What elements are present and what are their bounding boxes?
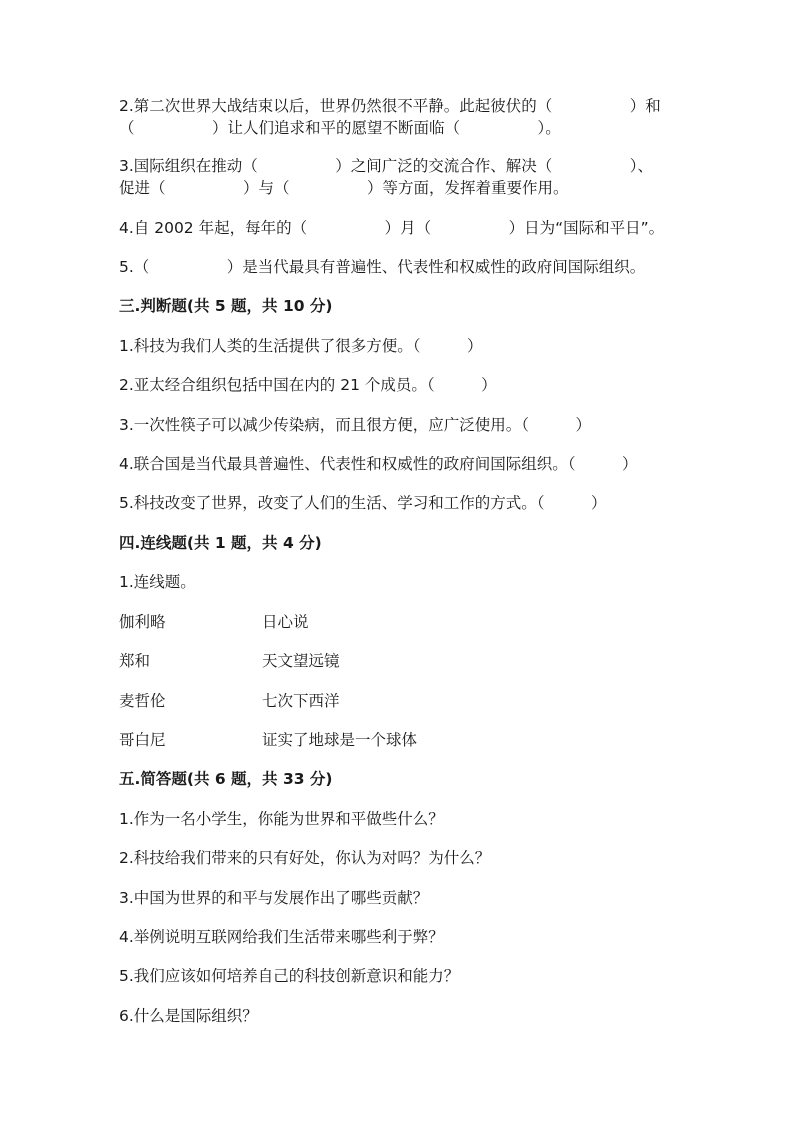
fill-blank-q3-line1: 3.国际组织在推动（ ）之间广泛的交流合作、解决（ ）、 [119, 157, 654, 175]
matching-left-item: 哥白尼 [119, 731, 166, 749]
fill-blank-q2-line1: 2.第二次世界大战结束以后，世界仍然很不平静。此起彼伏的（ ）和 [119, 97, 661, 115]
short-answer-heading: 五.简答题(共 6 题，共 33 分) [119, 770, 333, 788]
matching-question: 1.连线题。 [119, 573, 196, 591]
short-answer-item: 1.作为一名小学生，你能为世界和平做些什么？ [119, 810, 444, 828]
judge-item: 1.科技为我们人类的生活提供了很多方便。（ ） [119, 337, 483, 355]
judge-item: 2.亚太经合组织包括中国在内的 21 个成员。（ ） [119, 376, 497, 394]
short-answer-item: 6.什么是国际组织？ [119, 1007, 258, 1025]
matching-left-item: 郑和 [119, 652, 151, 670]
short-answer-item: 4.举例说明互联网给我们生活带来哪些利于弊？ [119, 928, 444, 946]
judge-item: 3.一次性筷子可以减少传染病，而且很方便，应广泛使用。（ ） [119, 416, 592, 434]
judge-item: 5.科技改变了世界，改变了人们的生活、学习和工作的方式。（ ） [119, 494, 607, 512]
short-answer-item: 5.我们应该如何培养自己的科技创新意识和能力？ [119, 967, 460, 985]
short-answer-item: 2.科技给我们带来的只有好处，你认为对吗？为什么？ [119, 849, 491, 867]
judge-item: 4.联合国是当代最具普遍性、代表性和权威性的政府间国际组织。（ ） [119, 455, 638, 473]
matching-right-item: 日心说 [262, 613, 309, 631]
fill-blank-q3-line2: 促进（ ）与（ ）等方面，发挥着重要作用。 [119, 179, 569, 197]
matching-right-item: 七次下西洋 [262, 692, 340, 710]
matching-left-item: 伽利略 [119, 613, 166, 631]
short-answer-item: 3.中国为世界的和平与发展作出了哪些贡献？ [119, 889, 429, 907]
fill-blank-q5: 5.（ ）是当代最具有普遍性、代表性和权威性的政府间国际组织。 [119, 258, 646, 276]
matching-right-item: 证实了地球是一个球体 [262, 731, 418, 749]
matching-heading: 四.连线题(共 1 题，共 4 分) [119, 534, 322, 552]
judge-heading: 三.判断题(共 5 题，共 10 分) [119, 297, 333, 315]
matching-left-item: 麦哲伦 [119, 692, 166, 710]
fill-blank-q2-line2: （ ）让人们追求和平的愿望不断面临（ ）。 [119, 119, 561, 137]
fill-blank-q4: 4.自 2002 年起，每年的（ ）月（ ）日为“国际和平日”。 [119, 219, 665, 237]
matching-right-item: 天文望远镜 [262, 652, 340, 670]
